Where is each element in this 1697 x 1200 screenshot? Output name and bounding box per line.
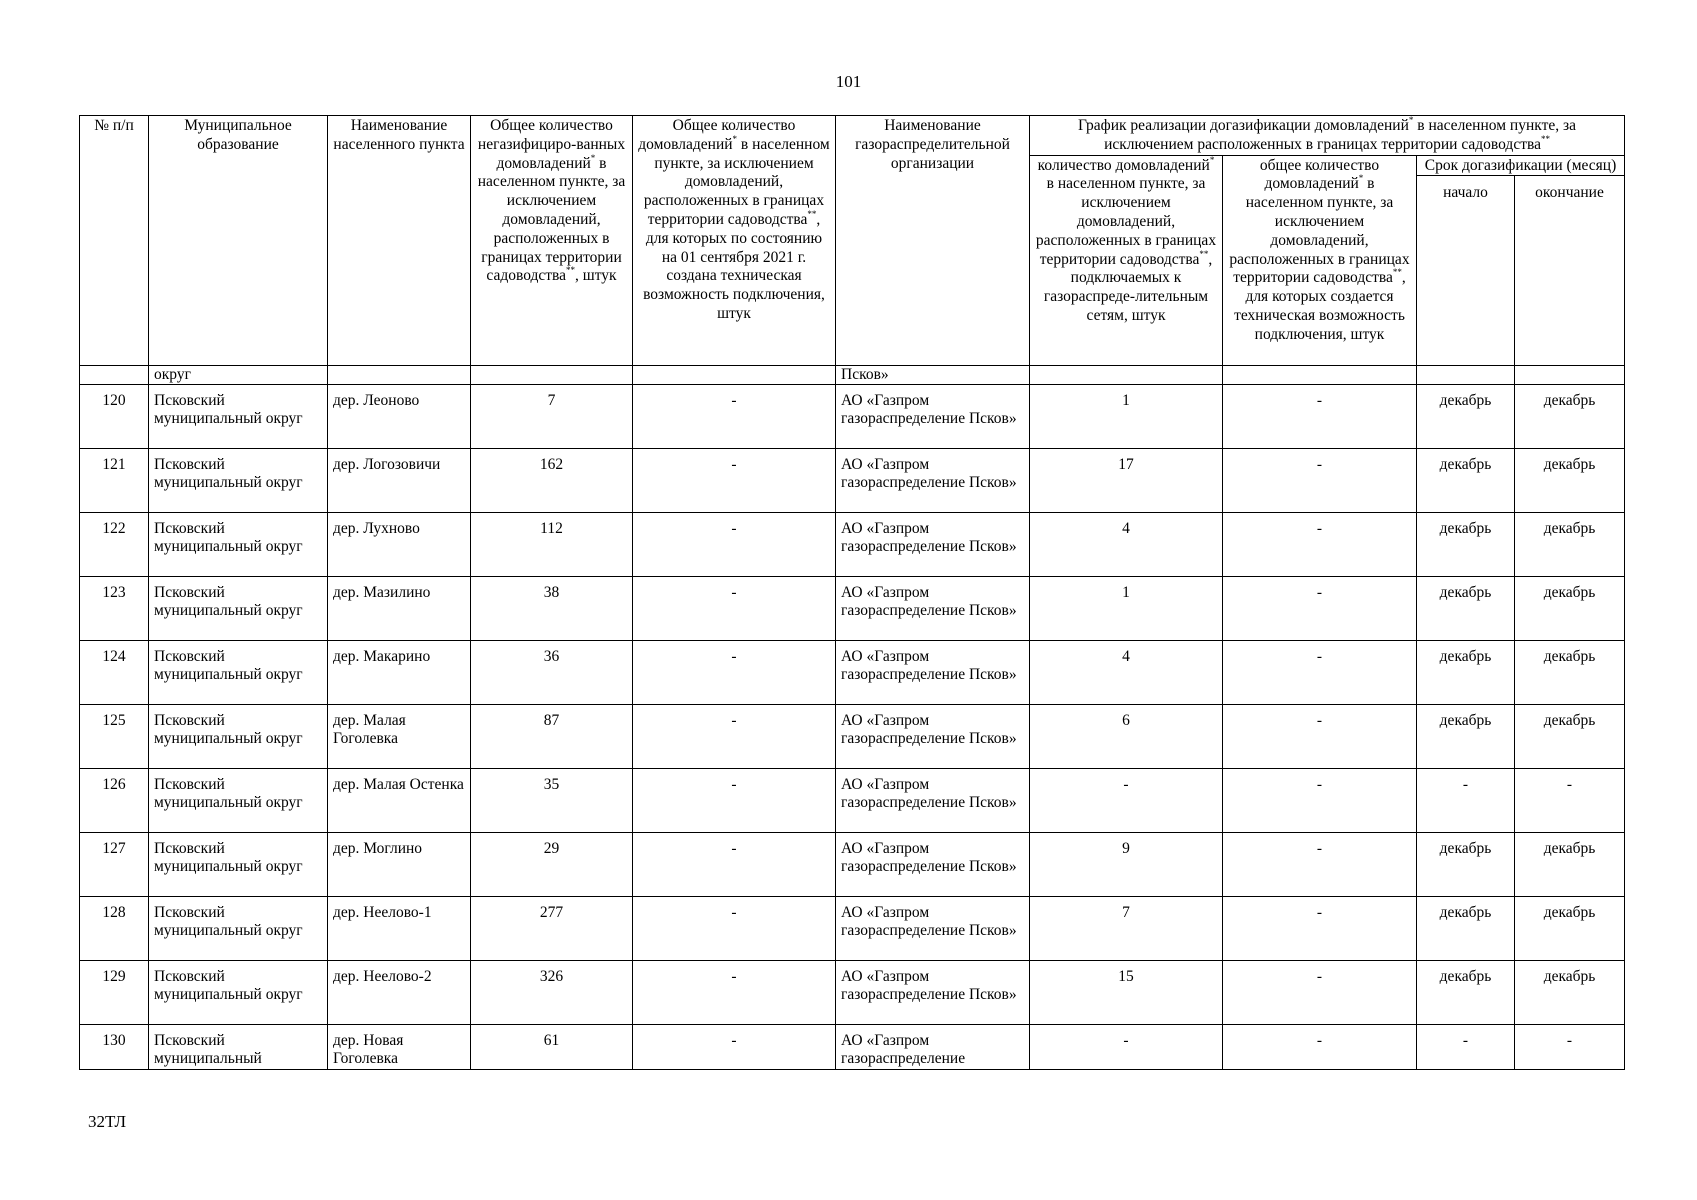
footnote-mark: ** — [1392, 267, 1402, 278]
cell-name: дер. Моглино — [328, 833, 471, 897]
cell-muni: Псковский муниципальный округ — [149, 833, 328, 897]
cell-start: - — [1417, 1025, 1515, 1070]
header-name: Наименование населенного пункта — [328, 116, 471, 366]
cell-connect: 1 — [1030, 577, 1223, 641]
cell-end: декабрь — [1515, 641, 1625, 705]
cell-total: 277 — [471, 897, 633, 961]
cell-general — [1223, 366, 1417, 385]
cell-num: 129 — [80, 961, 149, 1025]
cell-end: декабрь — [1515, 577, 1625, 641]
cell-muni: Псковский муниципальный округ — [149, 449, 328, 513]
cell-tech: - — [633, 961, 836, 1025]
continuation-row — [80, 366, 1625, 385]
cell-name: дер. Новая Гоголевка — [328, 1025, 471, 1070]
cell-tech — [633, 366, 836, 385]
table-row — [80, 641, 1625, 705]
table-row — [80, 385, 1625, 449]
cell-end: - — [1515, 1025, 1625, 1070]
cell-general: - — [1223, 705, 1417, 769]
header-muni: Муниципальное образование — [149, 116, 328, 366]
cell-name: дер. Неелово-2 — [328, 961, 471, 1025]
cell-start: декабрь — [1417, 513, 1515, 577]
cell-num: 128 — [80, 897, 149, 961]
table-row — [80, 577, 1625, 641]
cell-muni: Псковский муниципальный округ — [149, 513, 328, 577]
cell-org: Псков» — [836, 366, 1030, 385]
cell-name — [328, 366, 471, 385]
cell-org: АО «Газпром газораспределение — [836, 1025, 1030, 1070]
cell-connect: 6 — [1030, 705, 1223, 769]
cell-org: АО «Газпром газораспределение Псков» — [836, 513, 1030, 577]
cell-tech: - — [633, 513, 836, 577]
cell-end — [1515, 366, 1625, 385]
cell-end: декабрь — [1515, 385, 1625, 449]
table-row — [80, 705, 1625, 769]
cell-org: АО «Газпром газораспределение Псков» — [836, 897, 1030, 961]
cell-tech: - — [633, 833, 836, 897]
cell-end: декабрь — [1515, 961, 1625, 1025]
cell-end: декабрь — [1515, 513, 1625, 577]
cell-tech: - — [633, 449, 836, 513]
cell-num: 121 — [80, 449, 149, 513]
cell-muni: Псковский муниципальный округ — [149, 641, 328, 705]
cell-end: декабрь — [1515, 833, 1625, 897]
cell-general: - — [1223, 769, 1417, 833]
cell-connect: 15 — [1030, 961, 1223, 1025]
cell-tech: - — [633, 705, 836, 769]
cell-num: 130 — [80, 1025, 149, 1070]
cell-num: 126 — [80, 769, 149, 833]
cell-connect: 9 — [1030, 833, 1223, 897]
table-row — [80, 897, 1625, 961]
cell-connect: 4 — [1030, 513, 1223, 577]
cell-num — [80, 366, 149, 385]
cell-org: АО «Газпром газораспределение Псков» — [836, 961, 1030, 1025]
cell-total: 7 — [471, 385, 633, 449]
cell-num: 120 — [80, 385, 149, 449]
cell-total: 112 — [471, 513, 633, 577]
cell-org: АО «Газпром газораспределение Псков» — [836, 769, 1030, 833]
footnote-mark: * — [732, 133, 738, 144]
cell-total: 38 — [471, 577, 633, 641]
header-row-1 — [80, 116, 1625, 156]
gasification-table — [79, 115, 1625, 1070]
cell-muni: Псковский муниципальный округ — [149, 577, 328, 641]
cell-general: - — [1223, 1025, 1417, 1070]
footnote-mark: * — [1358, 173, 1364, 184]
cell-org: АО «Газпром газораспределение Псков» — [836, 833, 1030, 897]
cell-connect: 1 — [1030, 385, 1223, 449]
cell-total: 35 — [471, 769, 633, 833]
cell-general: - — [1223, 897, 1417, 961]
cell-org: АО «Газпром газораспределение Псков» — [836, 577, 1030, 641]
cell-num: 122 — [80, 513, 149, 577]
cell-total: 36 — [471, 641, 633, 705]
header-start: начало — [1417, 176, 1515, 366]
cell-connect — [1030, 366, 1223, 385]
cell-total: 87 — [471, 705, 633, 769]
cell-start: декабрь — [1417, 641, 1515, 705]
cell-org: АО «Газпром газораспределение Псков» — [836, 449, 1030, 513]
cell-org: АО «Газпром газораспределение Псков» — [836, 641, 1030, 705]
header-total: Общее количество негазифициро-ванных домовладений* в населенном пункте, за исключением домовладений, расположенных в границах территории садоводства**, штук — [471, 116, 633, 366]
cell-name: дер. Малая Гоголевка — [328, 705, 471, 769]
cell-tech: - — [633, 1025, 836, 1070]
cell-muni: Псковский муниципальный округ — [149, 705, 328, 769]
header-term: Срок догазификации (месяц) — [1417, 155, 1625, 176]
cell-tech: - — [633, 897, 836, 961]
footer-code: 32ТЛ — [88, 1112, 127, 1131]
cell-start: декабрь — [1417, 449, 1515, 513]
cell-org: АО «Газпром газораспределение Псков» — [836, 705, 1030, 769]
cell-name: дер. Неелово-1 — [328, 897, 471, 961]
cell-end: декабрь — [1515, 449, 1625, 513]
cell-muni: Псковский муниципальный округ — [149, 385, 328, 449]
header-tech: Общее количество домовладений* в населенном пункте, за исключением домовладений, расположенных в границах территории садоводства**, для которых по состоянию на 01 сентября 2021 г. создана техническая возможность подключения, штук — [633, 116, 836, 366]
table-row — [80, 769, 1625, 833]
cell-end: - — [1515, 769, 1625, 833]
cell-general: - — [1223, 577, 1417, 641]
cell-name: дер. Мазилино — [328, 577, 471, 641]
cell-total — [471, 366, 633, 385]
cell-num: 127 — [80, 833, 149, 897]
table-row — [80, 833, 1625, 897]
cell-num: 123 — [80, 577, 149, 641]
cell-tech: - — [633, 577, 836, 641]
footnote-mark: ** — [807, 208, 817, 219]
cell-start: - — [1417, 769, 1515, 833]
cell-tech: - — [633, 769, 836, 833]
table-body — [80, 366, 1625, 1070]
cell-connect: - — [1030, 769, 1223, 833]
header-num: № п/п — [80, 116, 149, 366]
cell-name: дер. Малая Остенка — [328, 769, 471, 833]
cell-org: АО «Газпром газораспределение Псков» — [836, 385, 1030, 449]
cell-connect: 17 — [1030, 449, 1223, 513]
cell-num: 124 — [80, 641, 149, 705]
header-general: общее количество домовладений* в населенном пункте, за исключением домовладений, расположенных в границах территории садоводства**, для которых создается техническая возможность подключения, штук — [1223, 155, 1417, 366]
cell-tech: - — [633, 641, 836, 705]
cell-muni: Псковский муниципальный округ — [149, 961, 328, 1025]
cell-general: - — [1223, 641, 1417, 705]
cell-name: дер. Макарино — [328, 641, 471, 705]
cell-muni: Псковский муниципальный округ — [149, 897, 328, 961]
header-org: Наименование газораспределительной организации — [836, 116, 1030, 366]
cell-general: - — [1223, 385, 1417, 449]
footnote-mark: ** — [1540, 133, 1550, 144]
header-schedule: График реализации догазификации домовладений* в населенном пункте, за исключением расположенных в границах территории садоводства** — [1030, 116, 1625, 156]
cell-connect: 7 — [1030, 897, 1223, 961]
cell-end: декабрь — [1515, 897, 1625, 961]
cell-end: декабрь — [1515, 705, 1625, 769]
header-connect: количество домовладений* в населенном пункте, за исключением домовладений, расположенных в границах территории садоводства**, подключаемых к газораспреде-лительным сетям, штук — [1030, 155, 1223, 366]
footnote-mark: * — [590, 152, 596, 163]
table-row — [80, 513, 1625, 577]
cell-start: декабрь — [1417, 961, 1515, 1025]
cell-start: декабрь — [1417, 385, 1515, 449]
cell-total: 61 — [471, 1025, 633, 1070]
cell-total: 29 — [471, 833, 633, 897]
cell-start: декабрь — [1417, 705, 1515, 769]
cell-total: 162 — [471, 449, 633, 513]
cell-name: дер. Леоново — [328, 385, 471, 449]
cell-tech: - — [633, 385, 836, 449]
cell-general: - — [1223, 961, 1417, 1025]
cell-name: дер. Логозовичи — [328, 449, 471, 513]
header-end: окончание — [1515, 176, 1625, 366]
footnote-mark: ** — [566, 265, 576, 276]
footnote-mark: * — [1209, 155, 1215, 165]
cell-start: декабрь — [1417, 897, 1515, 961]
table-row — [80, 449, 1625, 513]
cell-muni: Псковский муниципальный округ — [149, 769, 328, 833]
cell-muni: округ — [149, 366, 328, 385]
table-row — [80, 1025, 1625, 1070]
cell-name: дер. Лухново — [328, 513, 471, 577]
cell-num: 125 — [80, 705, 149, 769]
cell-general: - — [1223, 513, 1417, 577]
cell-start: декабрь — [1417, 833, 1515, 897]
cell-connect: 4 — [1030, 641, 1223, 705]
cell-general: - — [1223, 833, 1417, 897]
cell-general: - — [1223, 449, 1417, 513]
page-number: 101 — [835, 72, 862, 91]
cell-connect: - — [1030, 1025, 1223, 1070]
footnote-mark: * — [1408, 115, 1414, 125]
cell-start: декабрь — [1417, 577, 1515, 641]
cell-start — [1417, 366, 1515, 385]
cell-muni: Псковский муниципальный — [149, 1025, 328, 1070]
table-row — [80, 961, 1625, 1025]
footnote-mark: ** — [1199, 248, 1209, 259]
cell-total: 326 — [471, 961, 633, 1025]
